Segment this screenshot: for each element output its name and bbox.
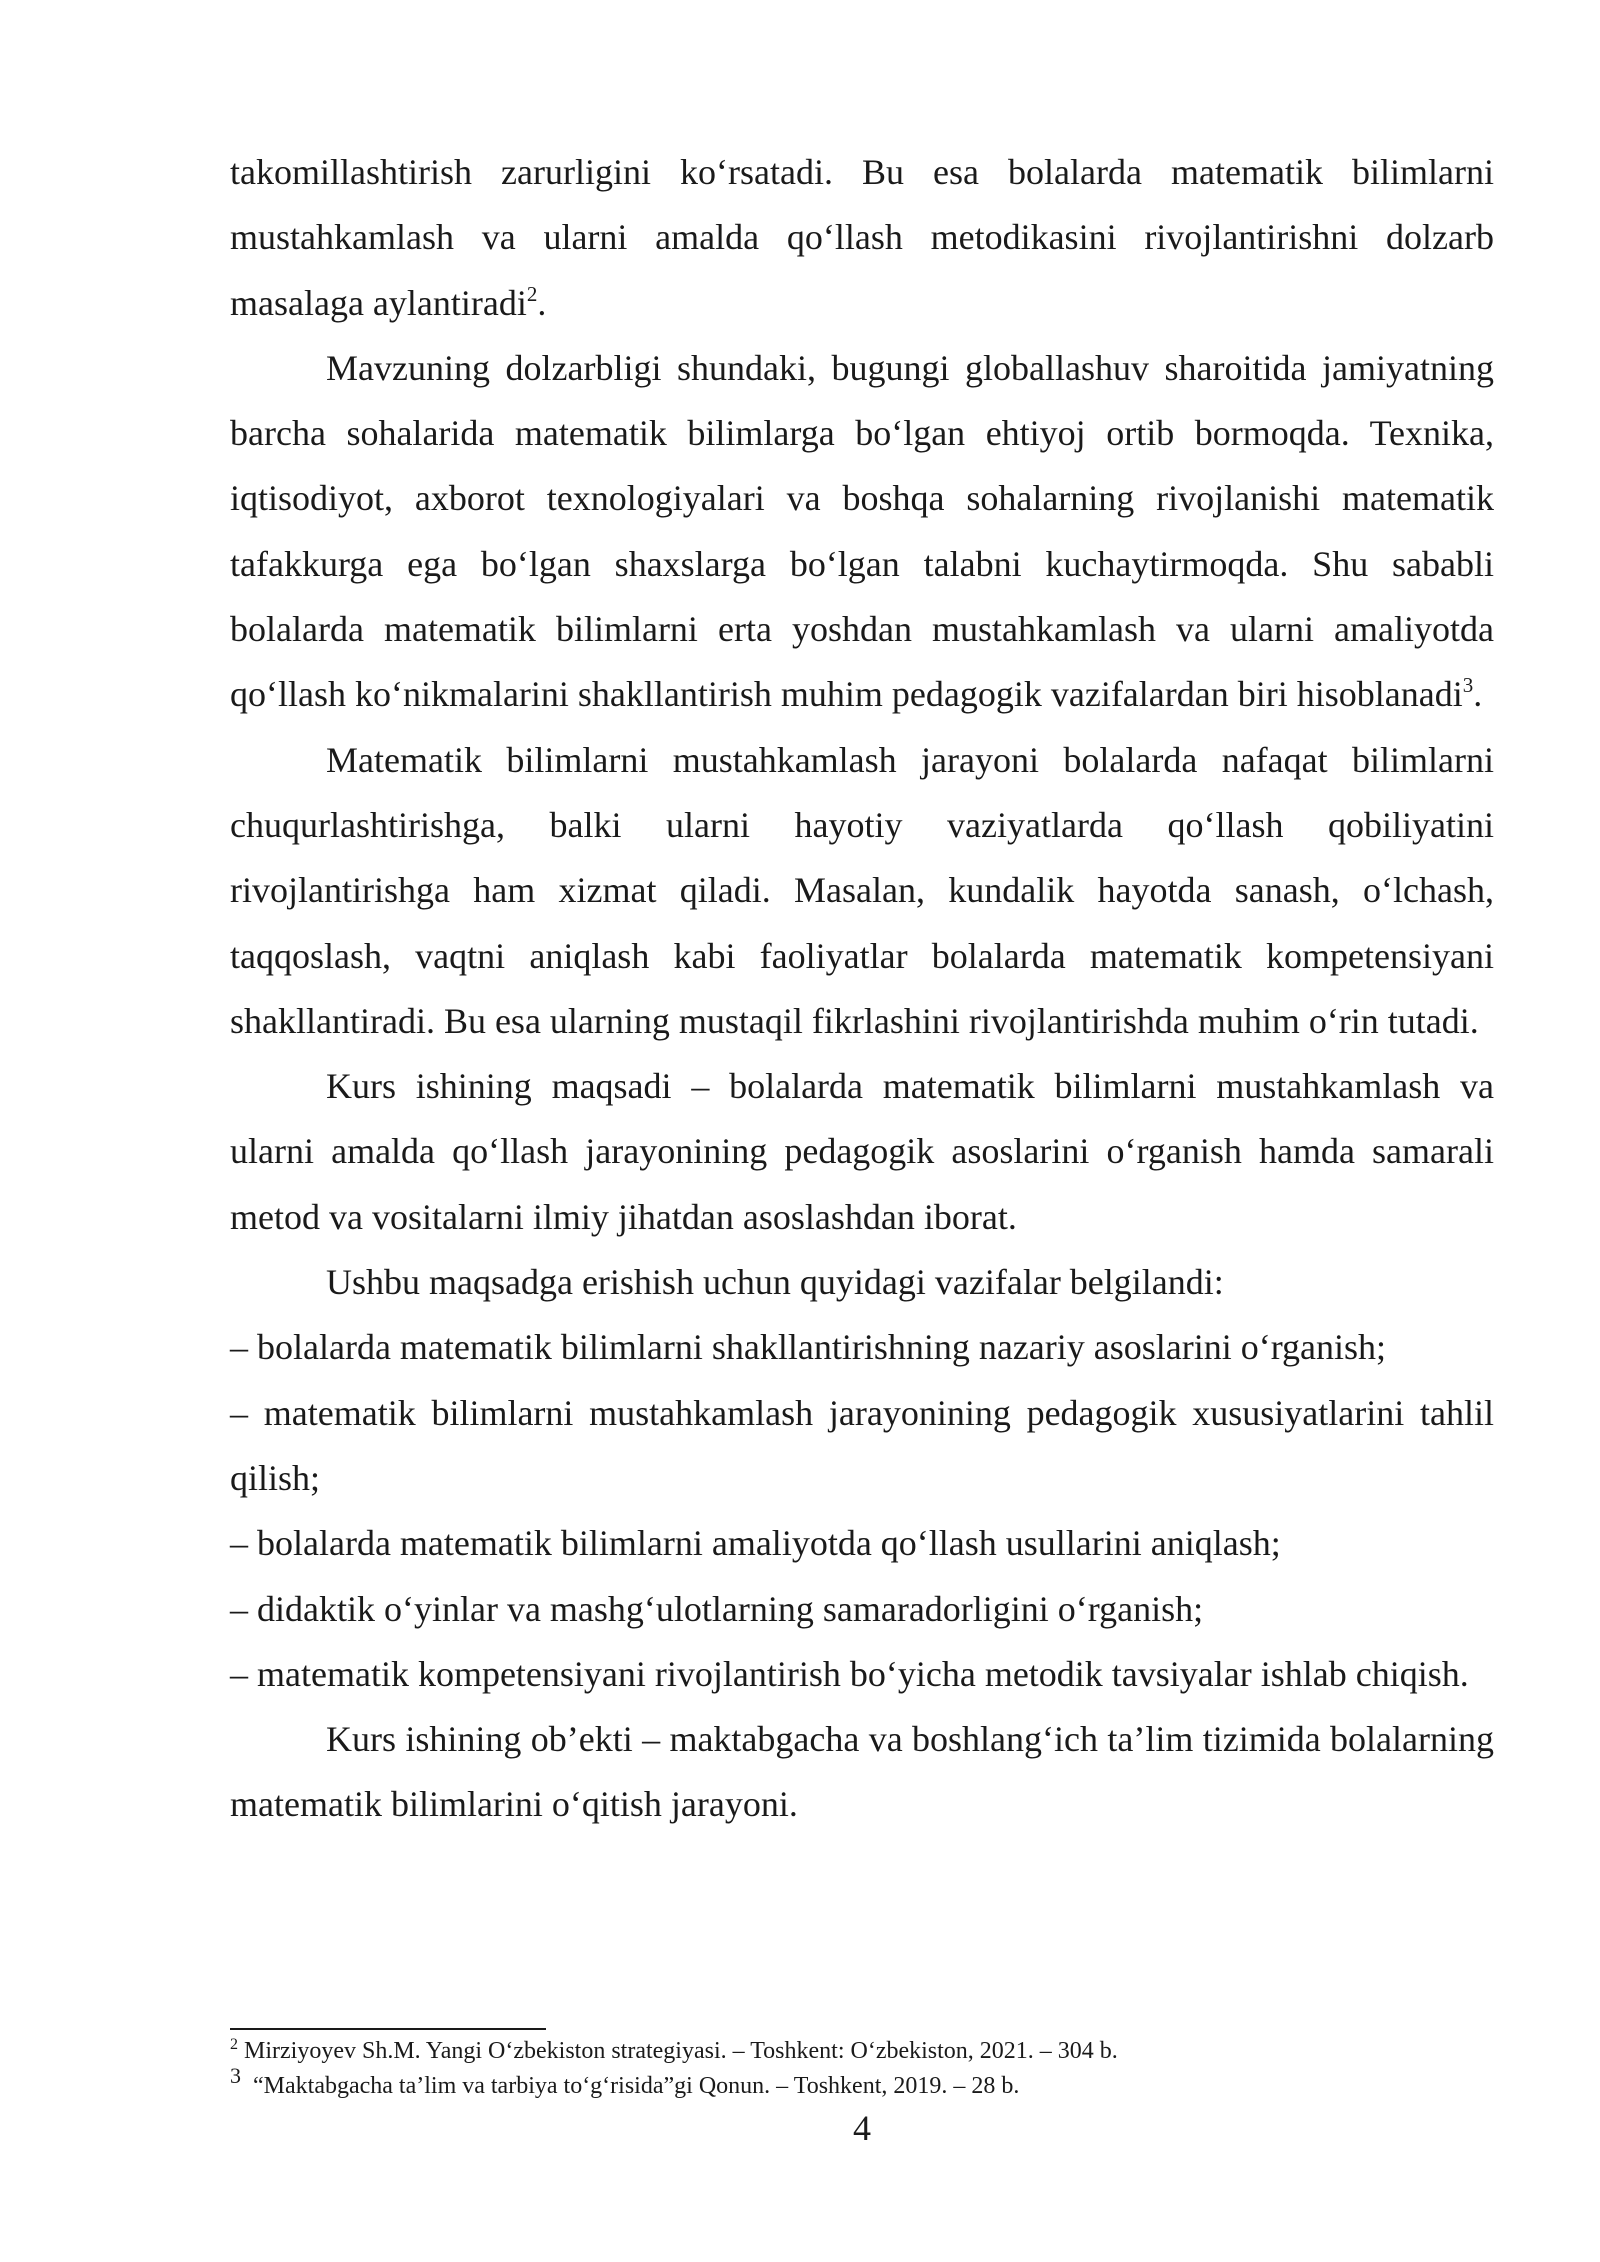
footnote-ref: 3 bbox=[1462, 673, 1474, 698]
task-item: – matematik kompetensiyani rivojlantirish bo‘yicha metodik tavsiyalar ishlab chiqish. bbox=[230, 1653, 1469, 1694]
task-item: – bolalarda matematik bilimlarni shakllantirishning nazariy asoslarini o‘rganish; bbox=[230, 1327, 1387, 1368]
paragraph-tail: . bbox=[1473, 674, 1483, 715]
paragraph-goal: Kurs ishining maqsadi – bolalarda matematik bilimlarni mustahkamlash va ularni amalda qo‘llash jarayonining pedagogik asoslarini o‘rganish hamda samarali metod va vositalarni ilmiy jihatdan asoslashdan iborat. bbox=[230, 1066, 1494, 1237]
paragraph-process: Matematik bilimlarni mustahkamlash jarayoni bolalarda nafaqat bilimlarni chuqurlashtirishga, balki ularni hayotiy vaziyatlarda qo‘llash qobiliyatini rivojlantirishga ham xizmat qiladi. Masalan, kundalik hayotda sanash, o‘lchash, taqqoslash, vaqtni aniqlash kabi faoliyatlar bolalarda matematik kompetensiyani shakllantiradi. Bu esa ularning mustaqil fikrlashini rivojlantirishda muhim o‘rin tutadi. bbox=[230, 739, 1494, 1041]
footnote-mark: 2 bbox=[230, 2036, 238, 2053]
footnote-item bbox=[230, 2034, 1494, 2069]
footnotes bbox=[230, 2034, 1494, 2104]
task-item: – didaktik o‘yinlar va mashg‘ulotlarning samaradorligini o‘rganish; bbox=[230, 1588, 1204, 1629]
paragraph-object: Kurs ishining ob’ekti – maktabgacha va boshlang‘ich ta’lim tizimida bolalarning matematik bilimlarini o‘qitish jarayoni. bbox=[230, 1719, 1494, 1825]
paragraph-tail: . bbox=[537, 282, 547, 323]
paragraph-text: Mavzuning dolzarbligi shundaki, bugungi globallashuv sharoitida jamiyatning barcha sohalarida matematik bilimlarga bo‘lgan ehtiyoj ortib bormoqda. Texnika, iqtisodiyot, axborot texnologiyalari va boshqa sohalarning rivojlanishi matematik tafakkurga ega bo‘lgan shaxslarga bo‘lgan talabni kuchaytirmoqda. Shu sababli bolalarda matematik bilimlarni erta yoshdan mustahkamlash va ularni amaliyotda qo‘llash ko‘nikmalarini shakllantirish muhim pedagogik vazifalardan biri hisoblanadi bbox=[230, 347, 1494, 715]
page-number: 4 bbox=[853, 2108, 871, 2148]
paragraph-text: takomillashtirish zarurligini ko‘rsatadi. Bu esa bolalarda matematik bilimlarni mustahkamlash va ularni amalda qo‘llash metodikasini rivojlantirishni dolzarb masalaga aylantiradi bbox=[230, 152, 1494, 323]
task-item: – bolalarda matematik bilimlarni amaliyotda qo‘llash usullarini aniqlash; bbox=[230, 1523, 1281, 1564]
footnote-text: Mirziyoyev Sh.M. Yangi O‘zbekiston strategiyasi. – Toshkent: O‘zbekiston, 2021. – 304 b. bbox=[244, 2038, 1118, 2064]
paragraph-relevance bbox=[230, 336, 1494, 728]
body-text bbox=[230, 140, 1494, 1838]
footnote-separator bbox=[230, 2028, 546, 2030]
footnote-item bbox=[230, 2063, 1494, 2104]
task-item: – matematik bilimlarni mustahkamlash jarayonining pedagogik xususiyatlarini tahlil qilish; bbox=[230, 1392, 1494, 1498]
footnote-mark: 3 bbox=[230, 2063, 241, 2088]
paragraph-continuation bbox=[230, 140, 1494, 336]
paragraph-tasks-intro: Ushbu maqsadga erishish uchun quyidagi vazifalar belgilandi: bbox=[326, 1262, 1224, 1303]
footnote-text: “Maktabgacha ta’lim va tarbiya to‘g‘risida”gi Qonun. – Toshkent, 2019. – 28 b. bbox=[253, 2073, 1020, 2099]
footnote-ref: 2 bbox=[526, 281, 538, 306]
